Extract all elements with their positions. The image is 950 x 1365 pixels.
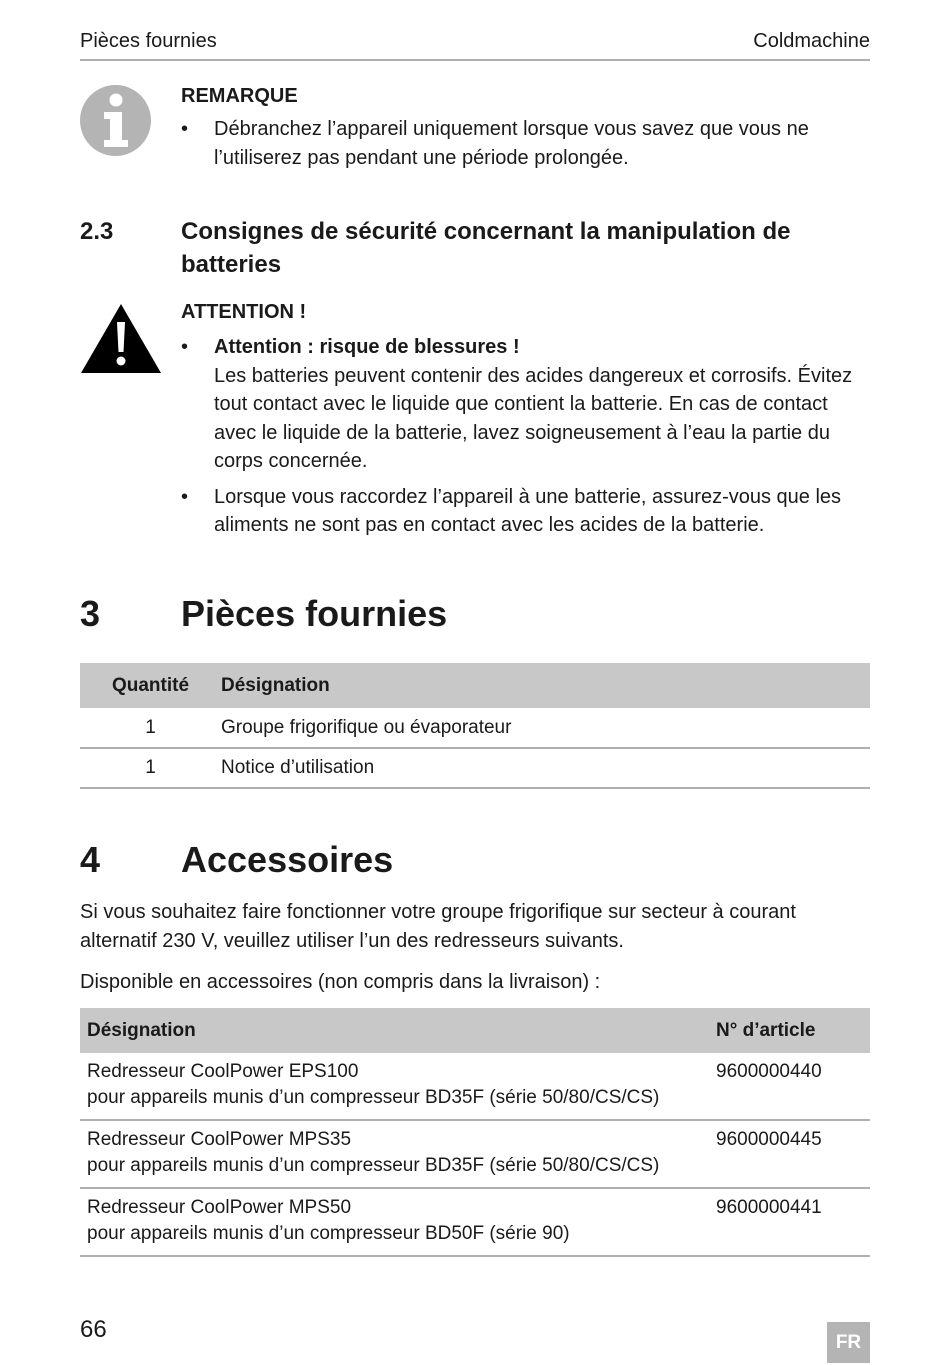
section-4-number: 4 — [80, 839, 101, 880]
supplied-parts-table — [80, 663, 870, 789]
row-article-number: 9600000440 — [716, 1061, 822, 1082]
accessories-table — [80, 1008, 870, 1257]
warning-triangle-icon — [80, 302, 162, 374]
row-article-number: 9600000445 — [716, 1129, 822, 1150]
table-row — [80, 1053, 870, 1120]
row-designation: Groupe frigorifique ou évaporateur — [221, 716, 512, 738]
row-product-description: pour appareils munis d’un compresseur BD50F (série 90) — [87, 1223, 570, 1244]
column-header-article-number: N° d’article — [716, 1019, 816, 1041]
warning-block — [181, 298, 871, 540]
row-quantity: 1 — [145, 757, 156, 778]
page-number: 66 — [80, 1316, 107, 1343]
table-row — [80, 1188, 870, 1256]
table-row — [80, 708, 870, 748]
warning-bullet-1-title: • Attention : risque de blessures ! — [214, 336, 520, 358]
row-product-name: Redresseur CoolPower MPS50 — [87, 1197, 352, 1218]
row-product-description: pour appareils munis d’un compresseur BD35F (série 50/80/CS/CS) — [87, 1155, 660, 1176]
warning-bullet-1 — [181, 333, 871, 476]
table-row — [80, 1120, 870, 1188]
language-badge: FR — [827, 1322, 870, 1363]
row-product-name: Redresseur CoolPower MPS35 — [87, 1129, 352, 1150]
row-designation — [80, 1188, 709, 1256]
row-designation — [80, 1120, 709, 1188]
accessories-intro-paragraph: Si vous souhaitez faire fonctionner votre groupe frigorifique sur secteur à courant alternatif 230 V, veuillez utiliser l’un des redresseurs suivants. — [80, 901, 796, 952]
note-bullet-text: Débranchez l’appareil uniquement lorsque vous savez que vous ne l’utiliserez pas pendant une période prolongée. — [214, 118, 809, 169]
row-product-name: Redresseur CoolPower EPS100 — [87, 1061, 359, 1082]
note-label: REMARQUE — [181, 85, 298, 107]
page-header — [80, 28, 870, 61]
info-icon — [80, 85, 151, 156]
accessories-availability-paragraph: Disponible en accessoires (non compris dans la livraison) : — [80, 971, 601, 993]
warning-bullet-1-text: Les batteries peuvent contenir des acides dangereux et corrosifs. Évitez tout contact avec le liquide que contient la batterie. En cas de contact avec le liquide de la batterie, lavez soigneusement à l’eau la partie du corps concernée. — [214, 364, 853, 472]
row-quantity: 1 — [145, 716, 156, 738]
row-designation — [80, 1053, 709, 1120]
note-bullet — [181, 115, 871, 172]
section-3-title: Pièces fournies — [181, 593, 448, 634]
warning-bullet-2-text: Lorsque vous raccordez l’appareil à une batterie, assurez-vous que les aliments ne sont pas en contact avec les acides de la batterie. — [214, 485, 842, 536]
section-2-3-number: 2.3 — [80, 218, 114, 245]
table-header-row — [80, 1008, 870, 1053]
warning-label: ATTENTION ! — [181, 301, 307, 323]
table-row — [80, 748, 870, 788]
section-3-number: 3 — [80, 593, 101, 634]
section-2-3-title: Consignes de sécurité concernant la manipulation de batteries — [181, 218, 791, 278]
column-header-designation: Désignation — [87, 1019, 196, 1041]
header-product-name: Coldmachine — [753, 30, 870, 52]
table-header-row — [80, 663, 870, 708]
note-block — [181, 82, 871, 172]
row-product-description: pour appareils munis d’un compresseur BD35F (série 50/80/CS/CS) — [87, 1087, 660, 1108]
column-header-quantity: Quantité — [111, 674, 190, 696]
header-section-title: Pièces fournies — [80, 30, 217, 52]
section-4-title: Accessoires — [181, 839, 394, 880]
row-designation: Notice d’utilisation — [221, 757, 375, 778]
row-article-number: 9600000441 — [716, 1197, 822, 1218]
column-header-designation: Désignation — [221, 674, 330, 696]
warning-bullet-2 — [181, 483, 871, 540]
